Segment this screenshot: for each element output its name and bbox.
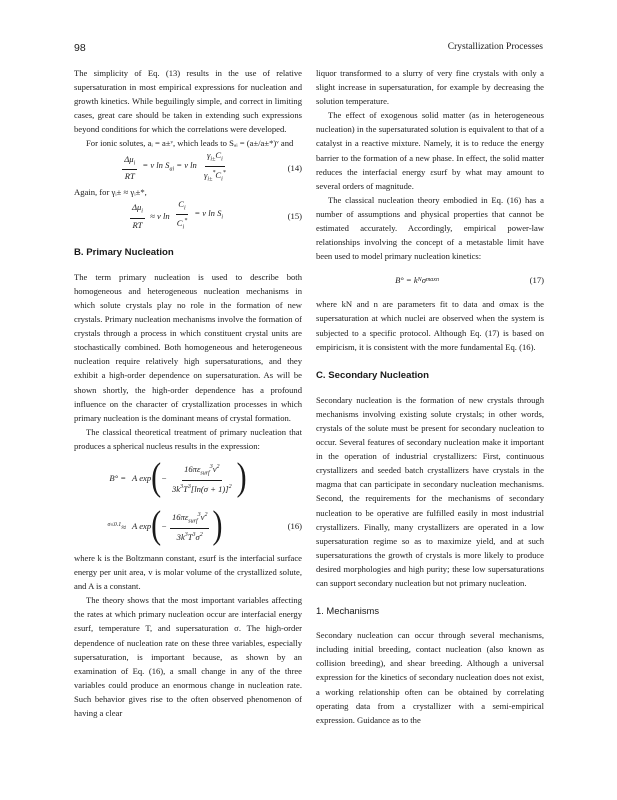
paragraph: where kN and n are parameters fit to data and σmax is the supersaturation at which nuclei are observed when the system is subjected to a specific protocol. Although Eq. (17) is based on empiricism, it is consistent with the more fundamental Eq. (16).: [316, 299, 544, 352]
section-heading: C. Secondary Nucleation: [316, 369, 430, 381]
paragraph: Secondary nucleation can occur through several mechanisms, including initial breeding, contact nucleation (also known as collision breeding), and shear breeding. Although a universal expression for the kinetics of secondary nucleation does not exist, a working relationship often can be obtained by correlating operating data from a crystallizer with a semi-empirical expression. Guidance as to the: [316, 630, 544, 725]
subsection-heading: 1. Mechanisms: [316, 605, 380, 617]
running-head: Crystallization Processes: [447, 42, 543, 52]
paragraph: The effect of exogenous solid matter (as in heterogeneous nucleation) in the supersaturated solution is equivalent to that of a catalyst in a reactive mixture. Namely, it is to reduce the energy barrier to the formation of a new phase. In effect, the solid matter reduces the interfacial energy εsurf by what may amount to several orders of magnitude.: [316, 110, 544, 191]
equation-15: $\frac{\Delta\mu_i}{RT}$ ≈ ν ln $\frac{C_i}{C_i^*}$ = ν $\ln S_i$ (15): [131, 198, 302, 231]
paragraph: The classical nucleation theory embodied in Eq. (16) has a number of assumptions and physical properties that cannot be estimated accurately. Accordingly, empirical power-law relationships involving the concept of a metastable limit have been used to model primary nucleation kinetics:: [316, 194, 544, 262]
equation-number: (14): [287, 162, 302, 173]
right-column: [316, 66, 544, 727]
section-heading: B. Primary Nucleation: [74, 246, 174, 258]
equation-17: B° = k N σ max n (17): [316, 265, 544, 295]
paragraph: The term primary nucleation is used to describe both homogeneous and heterogeneous nucleation mechanisms in which solute crystals play no role in the formation of new crystals. Primary nucleation mechanisms involve the formation of crystals through a process in which constituent crystal units are stochastically combined. Both homogeneous and heterogeneous nucleation require relatively high supersaturations, and they exhibit a high-order dependence on supersaturation. As will be shown shortly, the high-order dependence has a profound influence on the character of crystallization processes in which primary nucleation is the dominant means of crystal formation.: [74, 271, 302, 423]
paragraph: liquor transformed to a slurry of very fine crystals with only a slight increase in supersaturation, for example by decreasing the solution temperature.: [316, 68, 544, 107]
paragraph: where k is the Boltzmann constant, εsurf is the interfacial surface energy per unit area, v is molar volume of the crystallized solute, and A is a constant.: [74, 552, 302, 592]
paragraph: Again, for γᵢ± ≈ γᵢ±*,: [74, 186, 147, 197]
paragraph: The simplicity of Eq. (13) results in the use of relative supersaturation in most empirical expressions for nucleation and growth kinetics. While beguilingly simple, and correct in limiting cases, great care should be taken in extending such expressions beyond conditions for which the correlations were developed.: [74, 68, 302, 135]
equation-14: $\frac{\Delta\mu_i}{RT}$ = ν $\ln S_{ai} = \nu$ ln $\frac{\gamma_{i\pm}C_i}{\gamma_{i\pm}^*C_i^*}$ (14): [124, 150, 302, 183]
paragraph: For ionic solutes, aᵢ = a±ᵛ, which leads to Sₐᵢ = (a±/a±*)ᵛ and: [86, 138, 294, 149]
equation-number: (15): [287, 210, 302, 221]
left-column: [74, 66, 302, 720]
paragraph: The theory shows that the most important variables affecting the rates at which primary nucleation occur are interfacial energy εsurf, temperature T, and supersaturation σ. The high-order dependence of nucleation rate on these three variables, especially supersaturation, is important because, as shown by an examination of Eq. (16), a small change in any of the three variables could produce an enormous change in nucleation rate. Such behavior gives rise to the often observed phenomenon of having a clear: [74, 595, 302, 718]
equation-number: (17): [529, 275, 544, 286]
paragraph: Secondary nucleation is the formation of new crystals through mechanisms involving existing solute crystals; in other words, crystals of the solute must be present for secondary nucleation to occur. Several features of secondary nucleation make it important in the operation of industrial crystallizers: First, continuous crystallizers and seeded batch crystallizers have crystals in the magma that can participate in secondary nucleation mechanisms. Second, the requirements for the mechanisms of secondary nucleation to be operative are fulfilled easily in most industrial crystallizers. Finally, many crystallizers are operated in a low supersaturation regime so as to maximize yield, and at such supersaturations the growth of crystals is more likely to produce desired morphologies and high purity; these low supersaturations can support secondary nucleation but not primary nucleation.: [316, 394, 544, 588]
page-number: 98: [74, 42, 86, 54]
equation-number: (16): [287, 520, 302, 531]
equation-16: B° = A exp ( − $\frac{16\pi\varepsilon_{surf}^3v^2}{3k^3T^3[\ln(\sigma + 1)]^2}$ ) $^{\sigma\le 0.1}$≈ A exp ( − $\frac{16\pi\varepsilon_{surf}^3v^2}{3k^3T^3\sigma^2}$ ) (16): [107, 455, 302, 547]
paragraph: The classical theoretical treatment of primary nucleation that produces a spherical nucleus results in the expression:: [74, 426, 302, 451]
